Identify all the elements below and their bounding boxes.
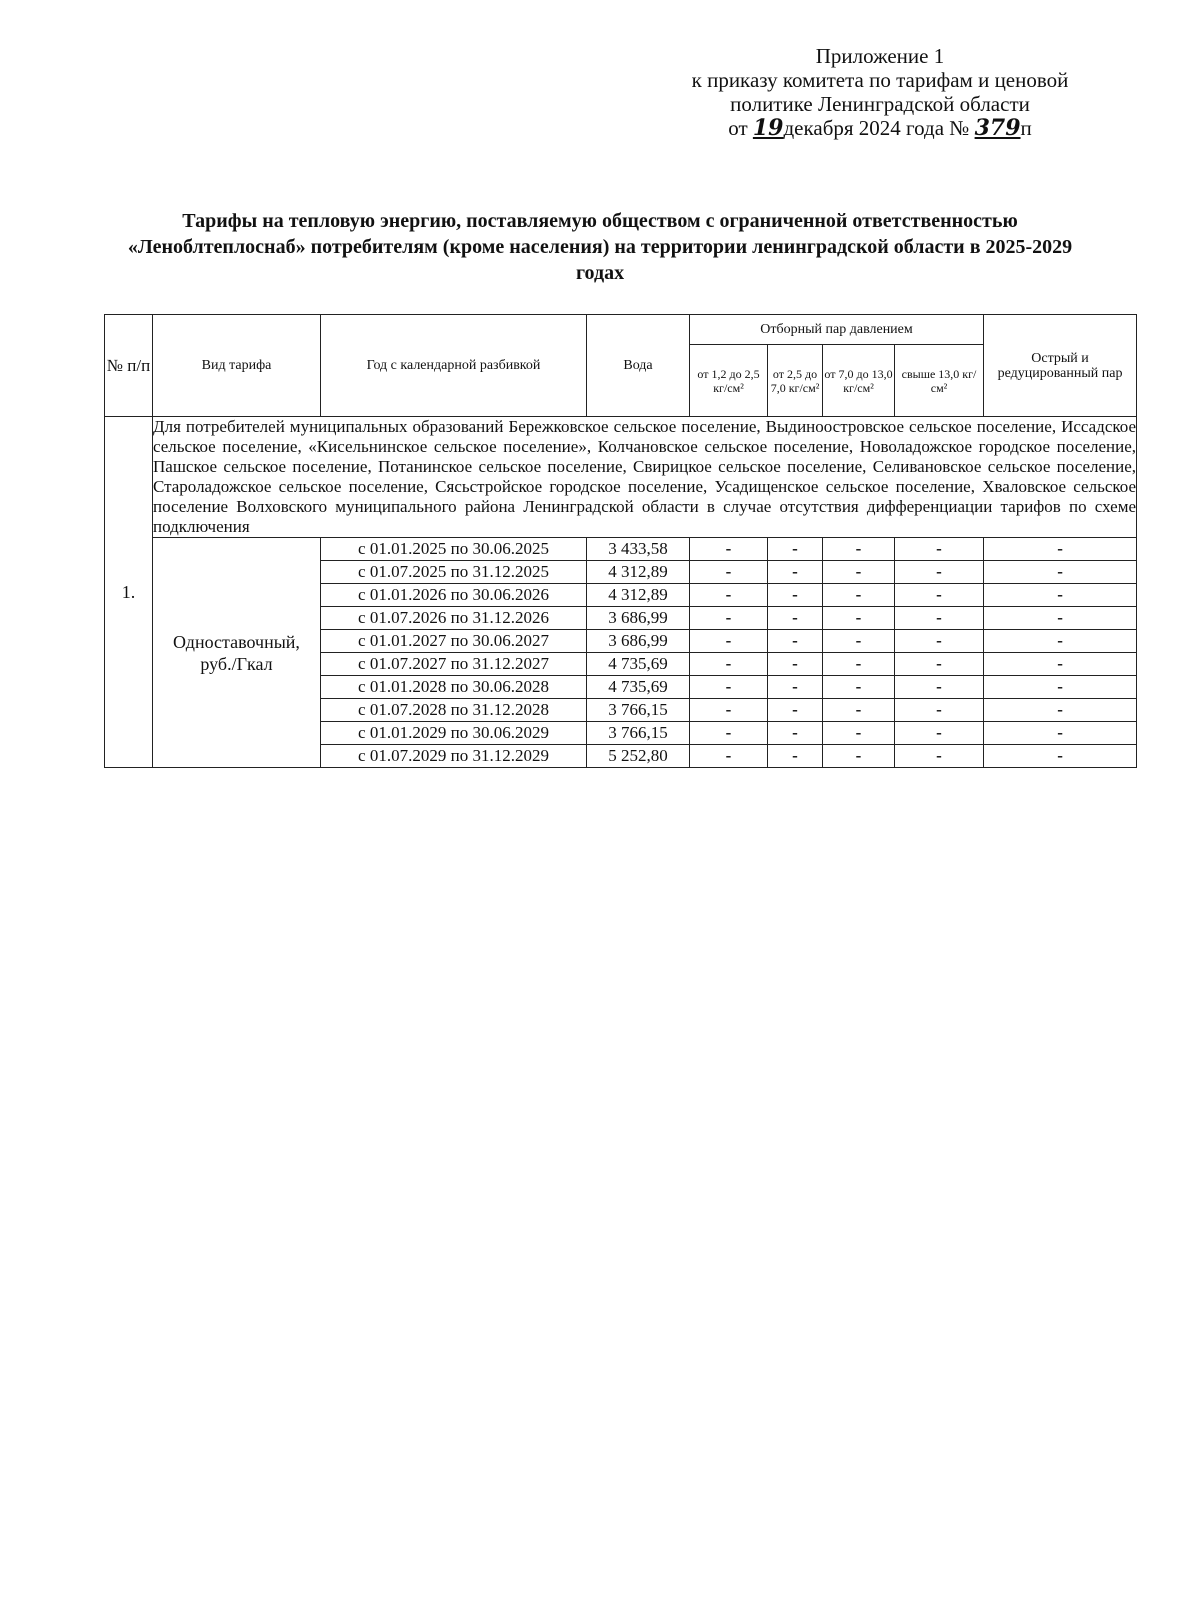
pressure-4-cell: - <box>895 561 984 584</box>
period-cell: с 01.07.2025 по 31.12.2025 <box>321 561 587 584</box>
pressure-3-cell: - <box>823 630 895 653</box>
pressure-1-cell: - <box>690 676 768 699</box>
header-pressure-2: от 2,5 до 7,0 кг/см² <box>768 345 823 417</box>
header-period: Год с календарной разбивкой <box>321 315 587 417</box>
water-value-cell: 4 735,69 <box>587 676 690 699</box>
period-cell: с 01.01.2027 по 30.06.2027 <box>321 630 587 653</box>
pressure-3-cell: - <box>823 676 895 699</box>
pressure-3-cell: - <box>823 561 895 584</box>
water-value-cell: 5 252,80 <box>587 745 690 768</box>
pressure-1-cell: - <box>690 607 768 630</box>
sharp-steam-cell: - <box>984 630 1137 653</box>
pressure-2-cell: - <box>768 607 823 630</box>
pressure-2-cell: - <box>768 584 823 607</box>
pressure-3-cell: - <box>823 538 895 561</box>
pressure-2-cell: - <box>768 699 823 722</box>
period-cell: с 01.01.2026 по 30.06.2026 <box>321 584 587 607</box>
water-value-cell: 3 686,99 <box>587 607 690 630</box>
pressure-4-cell: - <box>895 745 984 768</box>
period-cell: с 01.07.2029 по 31.12.2029 <box>321 745 587 768</box>
appendix-date-line <box>620 116 1140 140</box>
pressure-1-cell: - <box>690 630 768 653</box>
header-number: № п/п <box>105 315 153 417</box>
appendix-committee-line: политике Ленинградской области <box>730 92 1030 116</box>
pressure-4-cell: - <box>895 699 984 722</box>
pressure-1-cell: - <box>690 538 768 561</box>
period-cell: с 01.01.2029 по 30.06.2029 <box>321 722 587 745</box>
sharp-steam-cell: - <box>984 653 1137 676</box>
pressure-4-cell: - <box>895 538 984 561</box>
sharp-steam-cell: - <box>984 584 1137 607</box>
appendix-title: Приложение 1 <box>815 44 945 68</box>
pressure-4-cell: - <box>895 722 984 745</box>
water-value-cell: 3 766,15 <box>587 722 690 745</box>
water-value-cell: 3 686,99 <box>587 630 690 653</box>
pressure-4-cell: - <box>895 653 984 676</box>
pressure-1-cell: - <box>690 653 768 676</box>
appendix-date-prefix: от <box>728 116 748 140</box>
appendix-date-suffix: п <box>1020 116 1032 140</box>
pressure-1-cell: - <box>690 722 768 745</box>
period-cell: с 01.01.2025 по 30.06.2025 <box>321 538 587 561</box>
period-cell: с 01.07.2026 по 31.12.2026 <box>321 607 587 630</box>
header-pressure-1: от 1,2 до 2,5 кг/см² <box>690 345 768 417</box>
pressure-2-cell: - <box>768 561 823 584</box>
period-cell: с 01.07.2027 по 31.12.2027 <box>321 653 587 676</box>
header-tariff-kind: Вид тарифа <box>153 315 321 417</box>
pressure-2-cell: - <box>768 538 823 561</box>
handwritten-day: 19 <box>752 115 784 141</box>
period-cell: с 01.01.2028 по 30.06.2028 <box>321 676 587 699</box>
pressure-3-cell: - <box>823 584 895 607</box>
document-title: Тарифы на тепловую энергию, поставляемую обществом с ограниченной ответственностью «Леноблтеплоснаб» потребителям (кроме населения) на территории ленинградской области в 2025-2029 годах <box>127 210 1073 284</box>
pressure-4-cell: - <box>895 584 984 607</box>
appendix-block <box>620 44 1140 140</box>
sharp-steam-cell: - <box>984 722 1137 745</box>
water-value-cell: 3 766,15 <box>587 699 690 722</box>
pressure-3-cell: - <box>823 745 895 768</box>
header-pressure-4: свыше 13,0 кг/см² <box>895 345 984 417</box>
appendix-date-mid: декабря 2024 года № <box>783 116 970 140</box>
row-number: 1. <box>105 417 153 768</box>
pressure-3-cell: - <box>823 607 895 630</box>
tariff-kind: Одноставочный, руб./Гкал <box>153 538 321 768</box>
tariff-table <box>104 314 1137 768</box>
sharp-steam-cell: - <box>984 538 1137 561</box>
pressure-2-cell: - <box>768 653 823 676</box>
pressure-2-cell: - <box>768 676 823 699</box>
header-pressure-3: от 7,0 до 13,0 кг/см² <box>823 345 895 417</box>
sharp-steam-cell: - <box>984 699 1137 722</box>
handwritten-order-number: 379 <box>974 115 1021 141</box>
pressure-4-cell: - <box>895 607 984 630</box>
pressure-3-cell: - <box>823 722 895 745</box>
consumer-description: Для потребителей муниципальных образований Бережковское сельское поселение, Выдиноостровское сельское поселение, Иссадское сельское поселение, «Кисельнинское сельское поселение», Колчановское сельское поселение, Новоладожское городское поселение, Пашское сельское поселение, Потанинское сельское поселение, Свирицкое сельское поселение, Селивановское сельское поселение, Староладожское сельское поселение, Сясьстройское городское поселение, Усадищенское сельское поселение, Хваловское сельское поселение Волховского муниципального района Ленинградской области в случае отсутствия дифференциации тарифов по схеме подключения <box>153 417 1137 536</box>
pressure-2-cell: - <box>768 745 823 768</box>
header-water: Вода <box>587 315 690 417</box>
table-row <box>105 538 1137 561</box>
pressure-1-cell: - <box>690 699 768 722</box>
pressure-2-cell: - <box>768 630 823 653</box>
water-value-cell: 4 312,89 <box>587 584 690 607</box>
sharp-steam-cell: - <box>984 745 1137 768</box>
water-value-cell: 4 312,89 <box>587 561 690 584</box>
appendix-order-line: к приказу комитета по тарифам и ценовой <box>691 68 1069 92</box>
water-value-cell: 4 735,69 <box>587 653 690 676</box>
pressure-3-cell: - <box>823 699 895 722</box>
pressure-1-cell: - <box>690 584 768 607</box>
header-steam-group: Отборный пар давлением <box>690 315 984 345</box>
water-value-cell: 3 433,58 <box>587 538 690 561</box>
sharp-steam-cell: - <box>984 607 1137 630</box>
pressure-4-cell: - <box>895 630 984 653</box>
pressure-4-cell: - <box>895 676 984 699</box>
pressure-2-cell: - <box>768 722 823 745</box>
pressure-1-cell: - <box>690 561 768 584</box>
sharp-steam-cell: - <box>984 561 1137 584</box>
pressure-3-cell: - <box>823 653 895 676</box>
period-cell: с 01.07.2028 по 31.12.2028 <box>321 699 587 722</box>
pressure-1-cell: - <box>690 745 768 768</box>
sharp-steam-cell: - <box>984 676 1137 699</box>
header-sharp-steam: Острый и редуцированный пар <box>984 315 1137 417</box>
